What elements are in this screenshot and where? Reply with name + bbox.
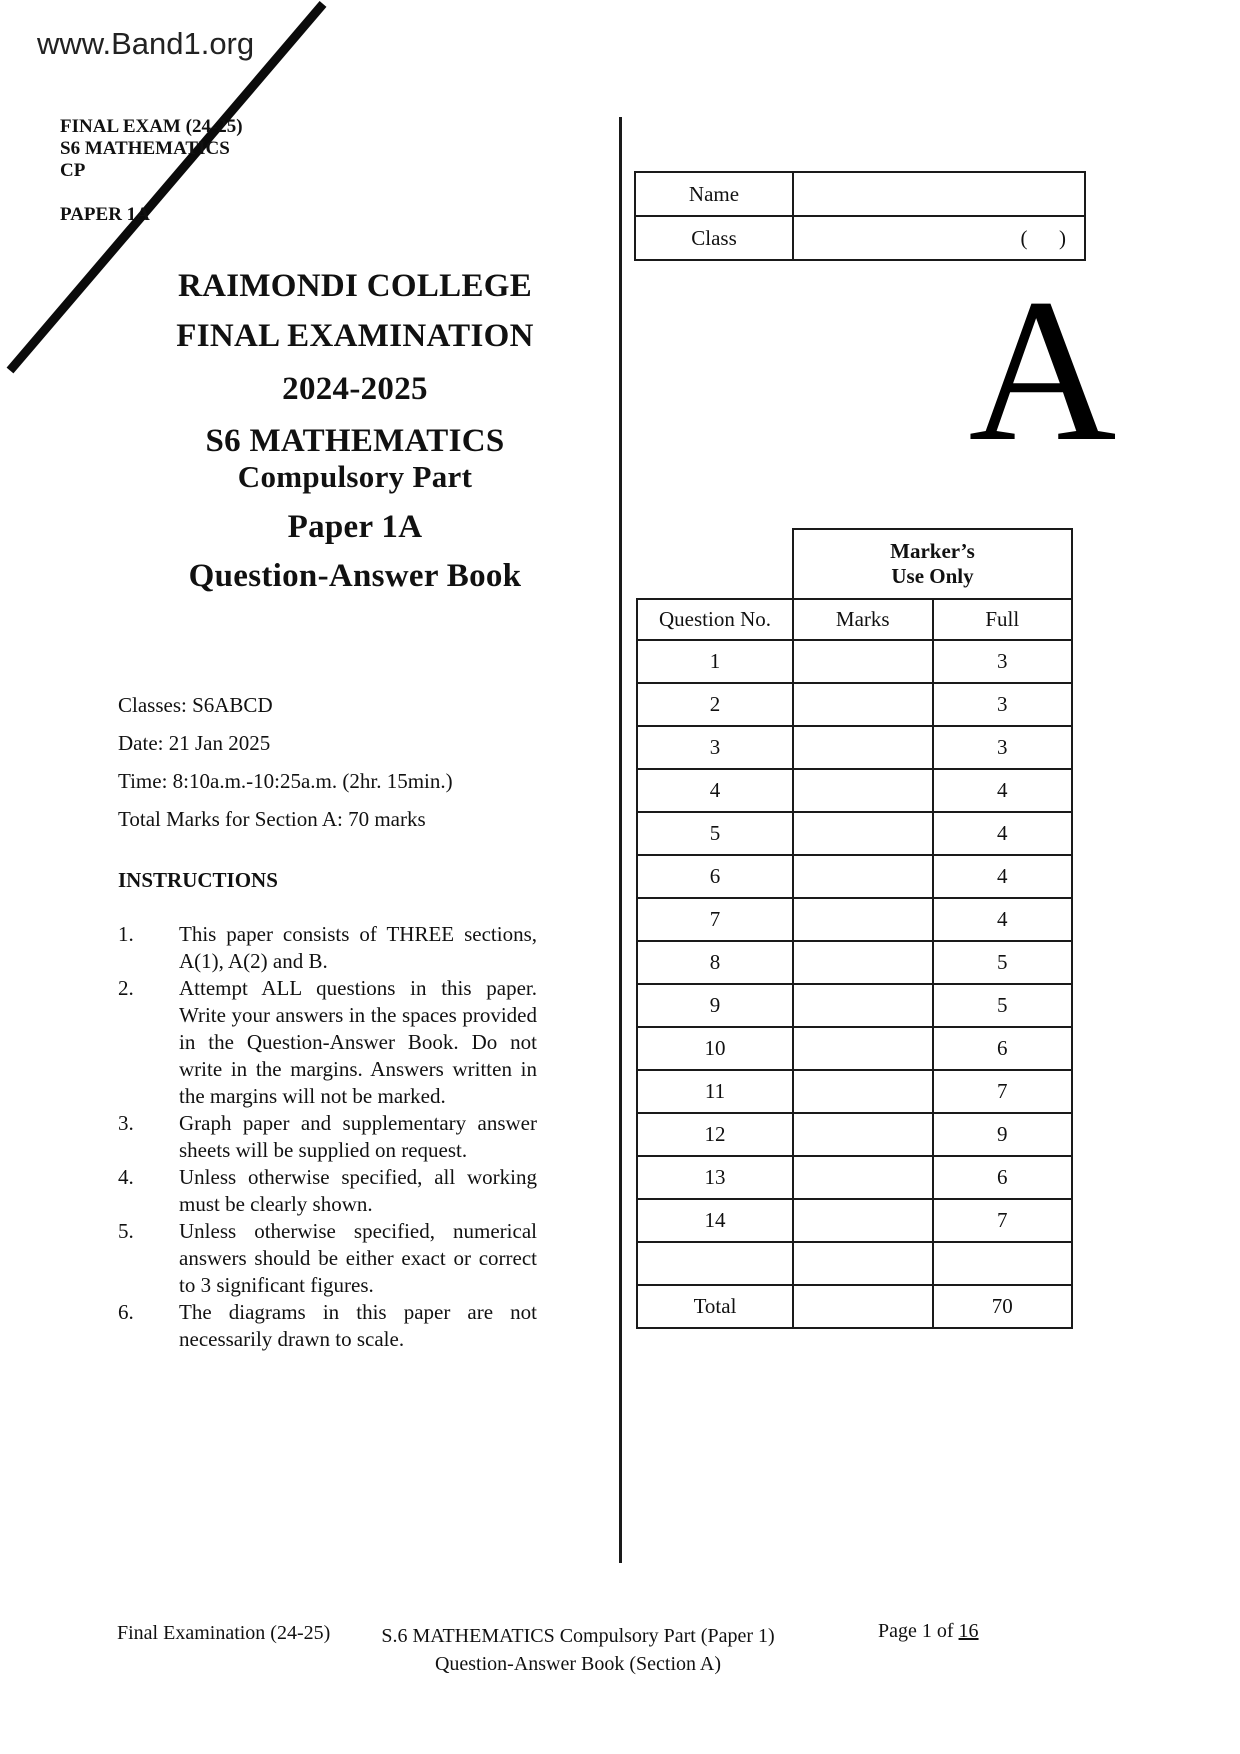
table-row bbox=[637, 898, 1072, 941]
footer-subject-line: S.6 MATHEMATICS Compulsory Part (Paper 1) bbox=[381, 1625, 775, 1647]
full-marks-cell: 4 bbox=[933, 769, 1073, 812]
marks-cell bbox=[793, 683, 933, 726]
column-marks: Marks bbox=[793, 599, 933, 640]
table-row bbox=[637, 1027, 1072, 1070]
instruction-text: Unless otherwise specified, numerical answers should be either exact or correct to 3 significant figures. bbox=[179, 1219, 537, 1297]
exam-year: 2024-2025 bbox=[282, 371, 428, 407]
name-row bbox=[635, 172, 1085, 216]
question-no-cell: 10 bbox=[637, 1027, 793, 1070]
table-row bbox=[637, 941, 1072, 984]
marks-cell bbox=[793, 1285, 933, 1328]
table-row bbox=[637, 640, 1072, 683]
column-question-no: Question No. bbox=[637, 599, 793, 640]
full-marks-cell: 3 bbox=[933, 640, 1073, 683]
marks-cell bbox=[793, 1113, 933, 1156]
question-no-cell bbox=[637, 1242, 793, 1285]
marker-header-line2: Use Only bbox=[891, 564, 974, 588]
total-label-cell: Total bbox=[637, 1285, 793, 1328]
question-no-cell: 5 bbox=[637, 812, 793, 855]
full-marks-cell: 4 bbox=[933, 855, 1073, 898]
website-watermark: www.Band1.org bbox=[37, 26, 255, 61]
marker-header-spacer bbox=[637, 529, 793, 599]
page-total: 16 bbox=[958, 1620, 979, 1642]
table-row bbox=[637, 769, 1072, 812]
instruction-text: Unless otherwise specified, all working must be clearly shown. bbox=[179, 1165, 537, 1216]
book-title: Question-Answer Book bbox=[188, 558, 522, 594]
exam-title: FINAL EXAMINATION bbox=[176, 318, 534, 354]
instruction-number: 2. bbox=[118, 976, 134, 1000]
table-row bbox=[637, 984, 1072, 1027]
table-row bbox=[637, 726, 1072, 769]
marker-columns-row bbox=[637, 599, 1072, 640]
table-row bbox=[637, 1113, 1072, 1156]
total-full-marks-cell: 70 bbox=[933, 1285, 1073, 1328]
title-block bbox=[120, 266, 590, 596]
question-no-cell: 6 bbox=[637, 855, 793, 898]
instruction-item bbox=[118, 1299, 537, 1353]
marks-cell bbox=[793, 984, 933, 1027]
table-row bbox=[637, 855, 1072, 898]
instruction-item bbox=[118, 1110, 537, 1164]
table-row bbox=[637, 1156, 1072, 1199]
footer-book-line: Question-Answer Book (Section A) bbox=[434, 1653, 722, 1675]
corner-paper-line: PAPER 1A bbox=[60, 204, 150, 225]
marks-cell bbox=[793, 1156, 933, 1199]
page-number-prefix: Page 1 of bbox=[878, 1620, 959, 1642]
full-marks-cell: 7 bbox=[933, 1070, 1073, 1113]
full-marks-cell: 5 bbox=[933, 984, 1073, 1027]
question-no-cell: 9 bbox=[637, 984, 793, 1027]
detail-time: Time: 8:10a.m.-10:25a.m. (2hr. 15min.) bbox=[118, 769, 453, 793]
column-full: Full bbox=[933, 599, 1073, 640]
detail-classes: Classes: S6ABCD bbox=[118, 693, 273, 717]
marks-cell bbox=[793, 1070, 933, 1113]
class-label: Class bbox=[635, 216, 793, 260]
table-row bbox=[637, 1242, 1072, 1285]
subject-part: Compulsory Part bbox=[237, 459, 473, 494]
question-no-cell: 14 bbox=[637, 1199, 793, 1242]
instruction-text: The diagrams in this paper are not necessarily drawn to scale. bbox=[179, 1300, 537, 1351]
question-no-cell: 1 bbox=[637, 640, 793, 683]
footer-exam-name: Final Examination (24-25) bbox=[117, 1622, 331, 1644]
marks-cell bbox=[793, 640, 933, 683]
marks-cell bbox=[793, 898, 933, 941]
table-row bbox=[637, 683, 1072, 726]
table-row bbox=[637, 1199, 1072, 1242]
name-label: Name bbox=[635, 172, 793, 216]
subject-title: S6 MATHEMATICS bbox=[205, 423, 505, 459]
full-marks-cell: 4 bbox=[933, 898, 1073, 941]
instruction-item bbox=[118, 1218, 537, 1299]
marks-cell bbox=[793, 1027, 933, 1070]
total-row bbox=[637, 1285, 1072, 1328]
corner-header bbox=[60, 116, 243, 226]
student-info-table bbox=[634, 171, 1086, 261]
detail-total-marks: Total Marks for Section A: 70 marks bbox=[118, 807, 426, 831]
instructions-list bbox=[118, 921, 537, 1353]
instruction-text: Graph paper and supplementary answer sheets will be supplied on request. bbox=[179, 1111, 537, 1162]
class-row bbox=[635, 216, 1085, 260]
full-marks-cell: 3 bbox=[933, 683, 1073, 726]
instruction-number: 3. bbox=[118, 1111, 134, 1135]
instruction-text: This paper consists of THREE sections, A(1), A(2) and B. bbox=[179, 922, 537, 973]
corner-exam-line: FINAL EXAM (24-25) bbox=[60, 116, 243, 137]
marks-cell bbox=[793, 941, 933, 984]
footer-page-number bbox=[878, 1620, 979, 1643]
marks-cell bbox=[793, 726, 933, 769]
instruction-number: 4. bbox=[118, 1165, 134, 1189]
full-marks-cell: 6 bbox=[933, 1156, 1073, 1199]
question-no-cell: 2 bbox=[637, 683, 793, 726]
question-no-cell: 7 bbox=[637, 898, 793, 941]
full-marks-cell: 4 bbox=[933, 812, 1073, 855]
instruction-number: 6. bbox=[118, 1300, 134, 1324]
instructions-heading: INSTRUCTIONS bbox=[118, 868, 278, 892]
question-no-cell: 11 bbox=[637, 1070, 793, 1113]
corner-subject-line: S6 MATHEMATICS bbox=[60, 138, 230, 159]
question-no-cell: 3 bbox=[637, 726, 793, 769]
full-marks-cell: 5 bbox=[933, 941, 1073, 984]
marker-use-only-table bbox=[636, 528, 1073, 1329]
full-marks-cell bbox=[933, 1242, 1073, 1285]
full-marks-cell: 9 bbox=[933, 1113, 1073, 1156]
question-no-cell: 4 bbox=[637, 769, 793, 812]
full-marks-cell: 7 bbox=[933, 1199, 1073, 1242]
class-field: ( ) bbox=[793, 216, 1085, 260]
marker-header-line1: Marker’s bbox=[890, 539, 975, 563]
instruction-item bbox=[118, 1164, 537, 1218]
marks-cell bbox=[793, 855, 933, 898]
name-field bbox=[793, 172, 1085, 216]
instruction-item bbox=[118, 921, 537, 975]
instruction-number: 5. bbox=[118, 1219, 134, 1243]
section-letter: A bbox=[968, 257, 1117, 484]
school-name: RAIMONDI COLLEGE bbox=[177, 268, 533, 304]
corner-cp-line: CP bbox=[60, 160, 86, 181]
detail-date: Date: 21 Jan 2025 bbox=[118, 731, 271, 755]
marks-cell bbox=[793, 812, 933, 855]
instruction-item bbox=[118, 975, 537, 1110]
table-row bbox=[637, 812, 1072, 855]
marks-cell bbox=[793, 769, 933, 812]
paper-number: Paper 1A bbox=[287, 509, 423, 545]
table-row bbox=[637, 1070, 1072, 1113]
marker-use-only-header bbox=[793, 529, 1072, 599]
instruction-text: Attempt ALL questions in this paper. Write your answers in the spaces provided in the Question-Answer Book. Do not write in the margins. Answers written in the margins will not be marked. bbox=[179, 976, 537, 1108]
marks-cell bbox=[793, 1199, 933, 1242]
full-marks-cell: 6 bbox=[933, 1027, 1073, 1070]
marker-header-row bbox=[637, 529, 1072, 599]
question-no-cell: 8 bbox=[637, 941, 793, 984]
full-marks-cell: 3 bbox=[933, 726, 1073, 769]
footer-center bbox=[358, 1622, 798, 1678]
instruction-number: 1. bbox=[118, 922, 134, 946]
marks-cell bbox=[793, 1242, 933, 1285]
question-no-cell: 12 bbox=[637, 1113, 793, 1156]
column-divider-line bbox=[619, 117, 622, 1563]
question-no-cell: 13 bbox=[637, 1156, 793, 1199]
exam-details bbox=[118, 686, 453, 838]
